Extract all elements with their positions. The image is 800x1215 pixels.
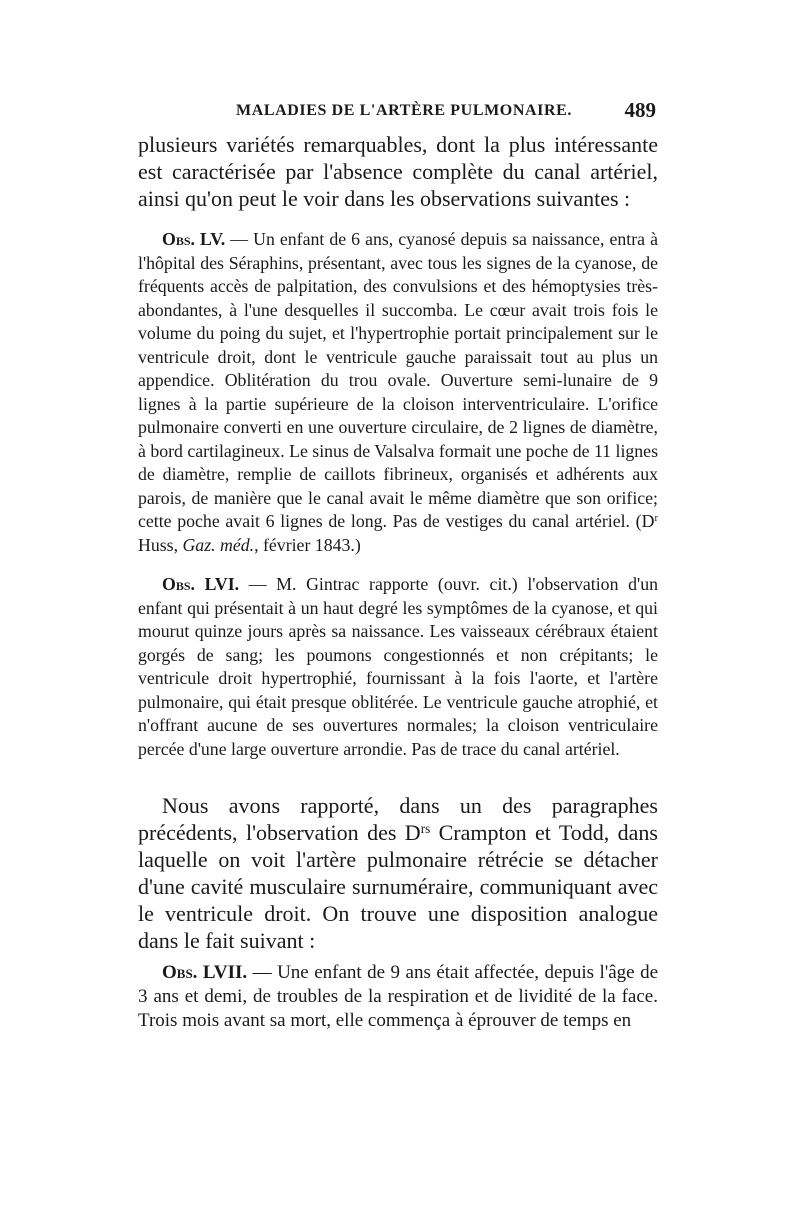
- paragraph-sup: rs: [420, 820, 431, 836]
- observation-lvi: [138, 573, 658, 761]
- observation-lv: [138, 228, 658, 557]
- observation-number: LVI.: [204, 574, 240, 594]
- citation-date: , février 1843.): [254, 534, 361, 555]
- intro-text: plusieurs variétés remarquables, dont la plus intéressante est caractérisée par l'absence complète du canal artériel, ainsi qu'on peut le voir dans les observations suivantes :: [138, 132, 658, 211]
- observation-number: LVII.: [202, 962, 248, 983]
- observation-label: Obs.: [162, 962, 198, 983]
- observation-text: — Une enfant de 9 ans était affectée, depuis l'âge de 3 ans et demi, de troubles de la respiration et de lividité de la face. Trois mois avant sa mort, elle commença à éprouver de temps en: [138, 962, 659, 1031]
- paragraph-text-before: Nous avons rapporté, dans un des paragraphes précédents, l'observation des D: [138, 793, 658, 845]
- observation-number: LV.: [200, 229, 226, 249]
- citation-author: Huss,: [138, 534, 183, 555]
- paragraph-text-after: Crampton et Todd, dans laquelle on voit l'artère pulmonaire rétrécie se détacher d'une cavité musculaire surnuméraire, communiquant avec le ventricule droit. On trouve une disposition analogue dans le fait suivant :: [138, 820, 658, 953]
- observation-label: Obs.: [162, 229, 195, 249]
- page-number: 489: [624, 98, 656, 122]
- observation-label: Obs.: [162, 574, 195, 594]
- body-paragraph: [138, 792, 658, 954]
- citation-journal: Gaz. méd.: [182, 534, 255, 555]
- intro-paragraph: [138, 131, 658, 212]
- observation-text: — Un enfant de 6 ans, cyanosé depuis sa naissance, entra à l'hôpital des Séraphins, présentant, avec tous les signes de la cyanose, de fréquents accès de palpitation, des convulsions et des hémoptysies très-abondantes, à l'une desquelles il succomba. Le cœur avait trois fois le volume du poing du sujet, et l'hypertrophie portait principalement sur le ventricule droit, dont le ventricule gauche paraissait tout au plus un appendice. Oblitération du trou ovale. Ouverture semi-lunaire de 9 lignes à la partie supérieure de la cloison interventriculaire. L'orifice pulmonaire converti en une ouverture circulaire, de 2 lignes de diamètre, à bord cartilagineux. Le sinus de Valsalva formait une poche de 11 lignes de diamètre, remplie de caillots fibrineux, organisés et adhérents aux parois, de manière que le canal avait le même diamètre que son orifice; cette poche avait 6 lignes de long. Pas de vestiges du canal artériel. (: [138, 229, 658, 531]
- citation-doctor: D: [641, 511, 655, 531]
- observation-text: — M. Gintrac rapporte (ouvr. cit.) l'observation d'un enfant qui présentait à un haut degré les symptômes de la cyanose, et qui mourut quinze jours après sa naissance. Les vaisseaux cérébraux étaient gorgés de sang; les poumons congestionnés et non crépitants; le ventricule droit hypertrophié, fournissant à la fois l'aorte, et l'artère pulmonaire, qui était presque oblitérée. Le ventricule gauche atrophié, et n'offrant aucune de ses ouvertures normales; la cloison ventriculaire percée d'une large ouverture arrondie. Pas de trace du canal artériel.: [138, 574, 658, 759]
- observation-lvii: [138, 961, 658, 1033]
- citation-doctor-sup: r: [654, 512, 658, 525]
- page-header: [236, 96, 656, 126]
- running-head: MALADIES DE L'ARTÈRE PULMONAIRE.: [236, 102, 573, 119]
